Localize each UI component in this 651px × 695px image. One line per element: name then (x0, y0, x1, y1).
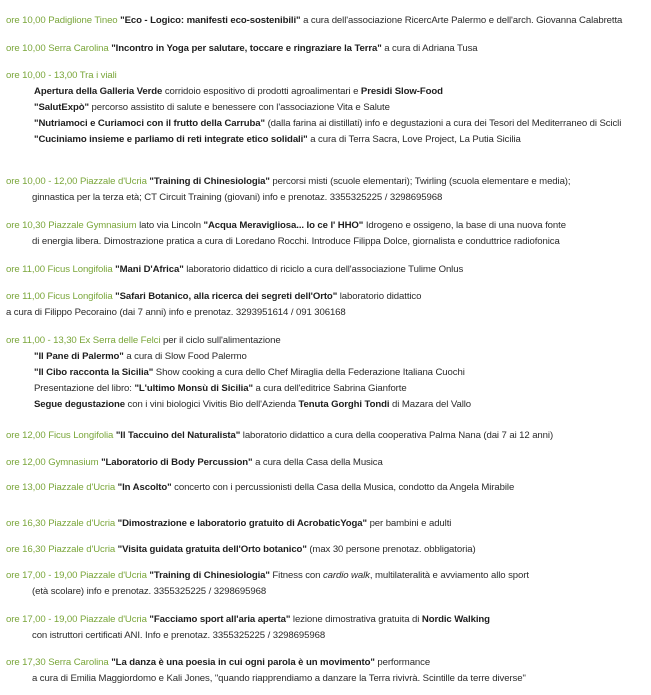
event-entry (6, 333, 647, 412)
event-time-place: ore 17,00 - 19,00 Piazzale d'Ucria (6, 570, 150, 581)
event-line (6, 584, 647, 599)
event-time-place: ore 10,00 Padiglione Tineo (6, 15, 121, 26)
event-title: Presidi Slow-Food (360, 86, 443, 97)
event-entry (6, 612, 647, 643)
event-line (6, 428, 647, 443)
event-description: concerto con i percussionisti della Casa della Musica, condotto da Angela Mirabile (171, 482, 515, 493)
event-line (6, 234, 647, 249)
event-description: a cura di Slow Food Palermo (123, 351, 247, 362)
event-title: "La danza è una poesia in cui ogni parola è un movimento" (111, 657, 375, 668)
event-title: "Nutriamoci e Curiamoci con il frutto della Carruba" (34, 118, 265, 129)
event-time-place: ore 17,30 Serra Carolina (6, 657, 112, 668)
event-line (6, 13, 647, 28)
event-entry (6, 455, 647, 470)
event-line (6, 100, 647, 115)
event-time-place: ore 12,00 Ficus Longifolia (6, 430, 116, 441)
event-description: laboratorio didattico di riciclo a cura dell'associazione Tulime Onlus (183, 264, 464, 275)
event-line (6, 218, 647, 233)
event-line (6, 671, 647, 686)
event-title: Nordic Walking (421, 614, 490, 625)
event-time-place: ore 13,00 Piazzale d'Ucria (6, 482, 118, 493)
event-line (6, 84, 647, 99)
event-title: "Acqua Meravigliosa... Io ce l' HHO" (203, 220, 364, 231)
event-description: Fitness con (269, 570, 323, 581)
event-description: laboratorio didattico a cura della cooperativa Palma Nana (dai 7 ai 12 anni) (240, 430, 554, 441)
event-entry (6, 428, 647, 443)
event-description: a cura di Filippo Pecoraino (dai 7 anni) info e prenotaz. 3293951614 / 091 306168 (6, 307, 346, 318)
event-description: percorso assistito di salute e benessere con l'associazione Vita e Salute (88, 102, 390, 113)
event-line (6, 568, 647, 583)
event-title: "Facciamo sport all'aria aperta" (149, 614, 291, 625)
event-line (6, 542, 647, 557)
event-line (6, 612, 647, 627)
event-entry (6, 480, 647, 495)
event-entry (6, 655, 647, 686)
event-description: a cura dell'editrice Sabrina Gianforte (252, 383, 407, 394)
event-line (6, 516, 647, 531)
event-entry (6, 68, 647, 147)
event-entry (6, 13, 647, 28)
event-description: per bambini e adulti (367, 518, 452, 529)
event-description: a cura di Emilia Maggiordomo e Kali Jones, "quando riapprendiamo a danzare la Terra rivivrà. Scintille da terre diverse" (32, 673, 526, 684)
event-description: lato via Lincoln (136, 220, 204, 231)
event-title: "Laboratorio di Body Percussion" (101, 457, 253, 468)
event-description: a cura della Casa della Musica (252, 457, 383, 468)
event-description: (dalla farina ai distillati) info e degustazioni a cura dei Tesori del Mediterraneo di Scicli (265, 118, 622, 129)
event-description: (max 30 persone prenotaz. obbligatoria) (306, 544, 476, 555)
event-title: Apertura della Galleria Verde (34, 86, 163, 97)
event-title: "Safari Botanico, alla ricerca dei segreti dell'Orto" (115, 291, 338, 302)
event-time-place: ore 11,00 - 13,30 Ex Serra delle Felci (6, 335, 161, 346)
event-title: "Training di Chinesiologia" (149, 176, 270, 187)
event-entry (6, 262, 647, 277)
event-line (6, 116, 647, 131)
event-time-place: ore 11,00 Ficus Longifolia (6, 291, 116, 302)
event-title: "Cuciniamo insieme e parliamo di reti integrate etico solidali" (34, 134, 308, 145)
event-description: lezione dimostrativa gratuita di (290, 614, 422, 625)
event-title: "Visita guidata gratuita dell'Orto botanico" (117, 544, 307, 555)
event-title: "Training di Chinesiologia" (149, 570, 270, 581)
event-description: Idrogeno e ossigeno, la base di una nuova fonte (363, 220, 566, 231)
event-line (6, 174, 647, 189)
event-line (6, 132, 647, 147)
event-time-place: ore 10,00 - 13,00 Tra i viali (6, 70, 117, 81)
event-entry (6, 41, 647, 56)
event-title: "Incontro in Yoga per salutare, toccare e ringraziare la Terra" (111, 43, 382, 54)
event-line (6, 628, 647, 643)
event-description: laboratorio didattico (337, 291, 422, 302)
event-title: Tenuta Gorghi Tondi (298, 399, 390, 410)
event-time-place: ore 17,00 - 19,00 Piazzale d'Ucria (6, 614, 150, 625)
event-description: ginnastica per la terza età; CT Circuit Training (giovani) info e prenotaz. 3355325225 / 3298695968 (32, 192, 443, 203)
event-description: di Mazara del Vallo (389, 399, 471, 410)
event-entry (6, 516, 647, 531)
event-title: "SalutExpò" (34, 102, 89, 113)
event-entry (6, 542, 647, 557)
event-time-place: ore 16,30 Piazzale d'Ucria (6, 544, 118, 555)
event-title: "L'ultimo Monsù di Sicilia" (134, 383, 253, 394)
event-title: "Il Cibo racconta la Sicilia" (34, 367, 154, 378)
event-line (6, 262, 647, 277)
event-line (6, 381, 647, 396)
event-description: corridoio espositivo di prodotti agroalimentari e (162, 86, 361, 97)
event-line (6, 333, 647, 348)
event-line (6, 190, 647, 205)
event-entry (6, 218, 647, 249)
event-description: a cura dell'associazione RicercArte Palermo e dell'arch. Giovanna Calabretta (300, 15, 623, 26)
event-description: (età scolare) info e prenotaz. 3355325225 / 3298695968 (32, 586, 267, 597)
event-description: performance (374, 657, 431, 668)
event-description: di energia libera. Dimostrazione pratica a cura di Loredano Rocchi. Introduce Filippa Dolce, giornalista e conduttrice radiofonica (32, 236, 560, 247)
event-entry (6, 174, 647, 205)
event-description: con i vini biologici Vivitis Bio dell'Azienda (124, 399, 299, 410)
event-line (6, 41, 647, 56)
event-entry (6, 568, 647, 599)
event-description: per il ciclo sull'alimentazione (160, 335, 281, 346)
event-line (6, 305, 647, 320)
event-line (6, 480, 647, 495)
event-description: Show cooking a cura dello Chef Miraglia della Federazione Italiana Cuochi (153, 367, 465, 378)
event-line (6, 455, 647, 470)
event-title: Segue degustazione (34, 399, 125, 410)
event-time-place: ore 10,00 Serra Carolina (6, 43, 112, 54)
event-time-place: ore 12,00 Gymnasium (6, 457, 102, 468)
event-description: , multilateralità e avviamento allo sport (369, 570, 529, 581)
event-description: percorsi misti (scuole elementari); Twirling (scuola elementare e media); (269, 176, 571, 187)
event-title: "Mani D'Africa" (115, 264, 184, 275)
event-line (6, 349, 647, 364)
event-title: "In Ascolto" (117, 482, 172, 493)
event-description: con istruttori certificati ANI. Info e prenotaz. 3355325225 / 3298695968 (32, 630, 326, 641)
event-title: "Dimostrazione e laboratorio gratuito di AcrobaticYoga" (117, 518, 367, 529)
event-description: a cura di Terra Sacra, Love Project, La Putia Sicilia (307, 134, 521, 145)
event-description-italic: cardio walk (322, 570, 370, 581)
event-title: "Eco - Logico: manifesti eco-sostenibili" (120, 15, 301, 26)
event-line (6, 68, 647, 83)
event-time-place: ore 16,30 Piazzale d'Ucria (6, 518, 118, 529)
event-line (6, 289, 647, 304)
event-line (6, 365, 647, 380)
event-title: "Il Taccuino del Naturalista" (115, 430, 241, 441)
event-time-place: ore 10,00 - 12,00 Piazzale d'Ucria (6, 176, 150, 187)
event-line (6, 397, 647, 412)
event-time-place: ore 10,30 Piazzale Gymnasium (6, 220, 137, 231)
event-description: a cura di Adriana Tusa (381, 43, 478, 54)
event-description: Presentazione del libro: (34, 383, 135, 394)
event-entry (6, 289, 647, 320)
event-title: "Il Pane di Palermo" (34, 351, 124, 362)
event-line (6, 655, 647, 670)
event-time-place: ore 11,00 Ficus Longifolia (6, 264, 116, 275)
